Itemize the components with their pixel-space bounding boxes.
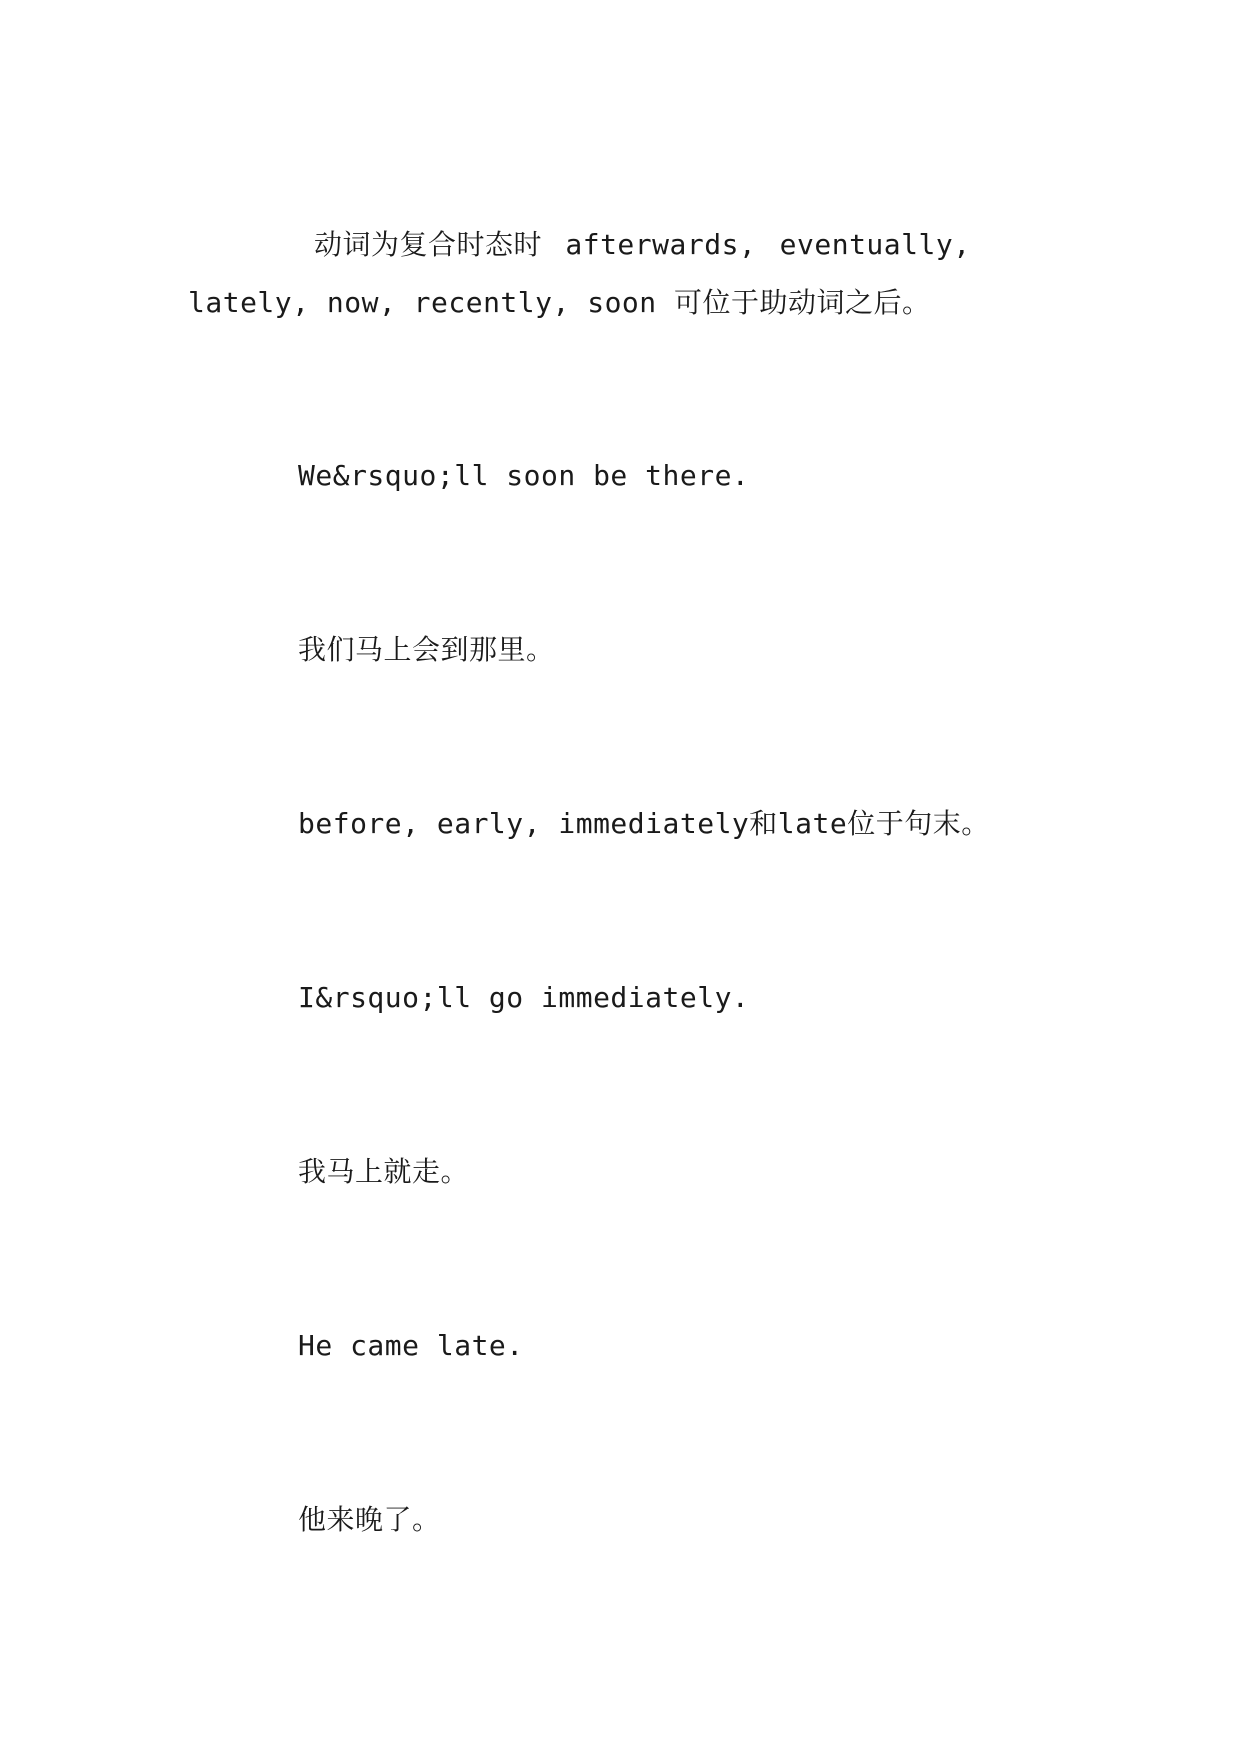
example-2-chinese: 我马上就走。: [298, 1155, 470, 1188]
example-1-chinese: 我们马上会到那里。: [298, 633, 555, 666]
rule-2-paragraph: before, early, immediately和late位于句末。: [298, 807, 990, 840]
intro-paragraph-line-2: lately, now, recently, soon 可位于助动词之后。: [188, 286, 931, 319]
example-2-english: I&rsquo;ll go immediately.: [298, 981, 750, 1014]
example-3-chinese: 他来晚了。: [298, 1503, 441, 1536]
example-3-english: He came late.: [298, 1329, 524, 1362]
intro-paragraph-line-1: 动词为复合时态时 afterwards, eventually,: [314, 228, 971, 261]
example-1-english: We&rsquo;ll soon be there.: [298, 459, 750, 492]
